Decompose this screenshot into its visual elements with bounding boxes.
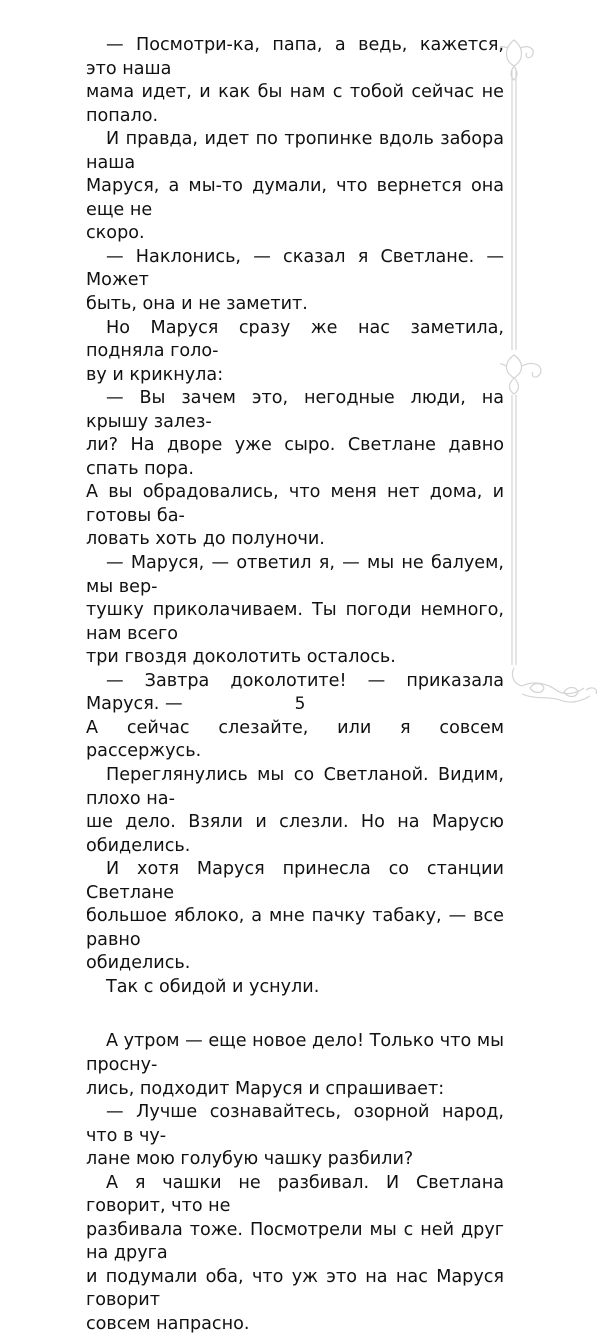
paragraph: — Лучше сознавайтесь, озорной народ, что в чу- лане мою голубую чашку разбили? xyxy=(86,1102,504,1170)
paragraph: — Наклонись, — сказал я Светлане. — Может быть, она и не заметит. xyxy=(86,246,504,315)
decorative-border-ornament-icon xyxy=(500,0,600,750)
paragraph: И хотя Маруся принесла со станции Светлане большое яблоко, а мне пачку табаку, — все равно обиделись. xyxy=(86,859,504,974)
paragraph: — Маруся, — ответил я, — мы не балуем, мы вер- тушку приколачиваем. Ты погоди немного, нам всего три гвоздя доколотить осталось. xyxy=(86,553,504,668)
page-body xyxy=(86,34,504,1337)
paragraph: Переглянулись мы со Светланой. Видим, плохо на- ше дело. Взяли и слезли. Но на Марусю обиделись. xyxy=(86,764,504,856)
paragraph: — Посмотри-ка, папа, а ведь, кажется, это наша мама идет, и как бы нам с тобой сейчас не попало. xyxy=(86,35,504,126)
paragraph: И правда, идет по тропинке вдоль забора наша Маруся, а мы-то думали, что вернется она еще не скоро. xyxy=(86,129,504,244)
paragraph: Так с обидой и уснули. xyxy=(106,976,320,997)
paragraph: А я чашки не разбивал. И Светлана говорит, что не разбивала тоже. Посмотрели мы с ней друг на друга и подумали оба, что уж это на нас Маруся говорит совсем напрасно. xyxy=(86,1172,504,1334)
paragraph: — Завтра доколотите! — приказала Маруся. — А сейчас слезайте, или я совсем рассержусь. xyxy=(86,670,504,762)
page-number: 5 xyxy=(294,694,306,714)
paragraph: А утром — еще новое дело! Только что мы просну- лись, подходит Маруся и спрашивает: xyxy=(86,1031,504,1099)
paragraph: Но Маруся сразу же нас заметила, подняла голо- ву и крикнула: xyxy=(86,317,504,385)
paragraph: — Вы зачем это, негодные люди, на крышу залез- ли? На дворе уже сыро. Светлане давно спать пора. А вы обрадовались, что меня нет дома, и готовы ба- ловать хоть до полуночи. xyxy=(86,388,504,550)
section-break xyxy=(86,999,504,1030)
